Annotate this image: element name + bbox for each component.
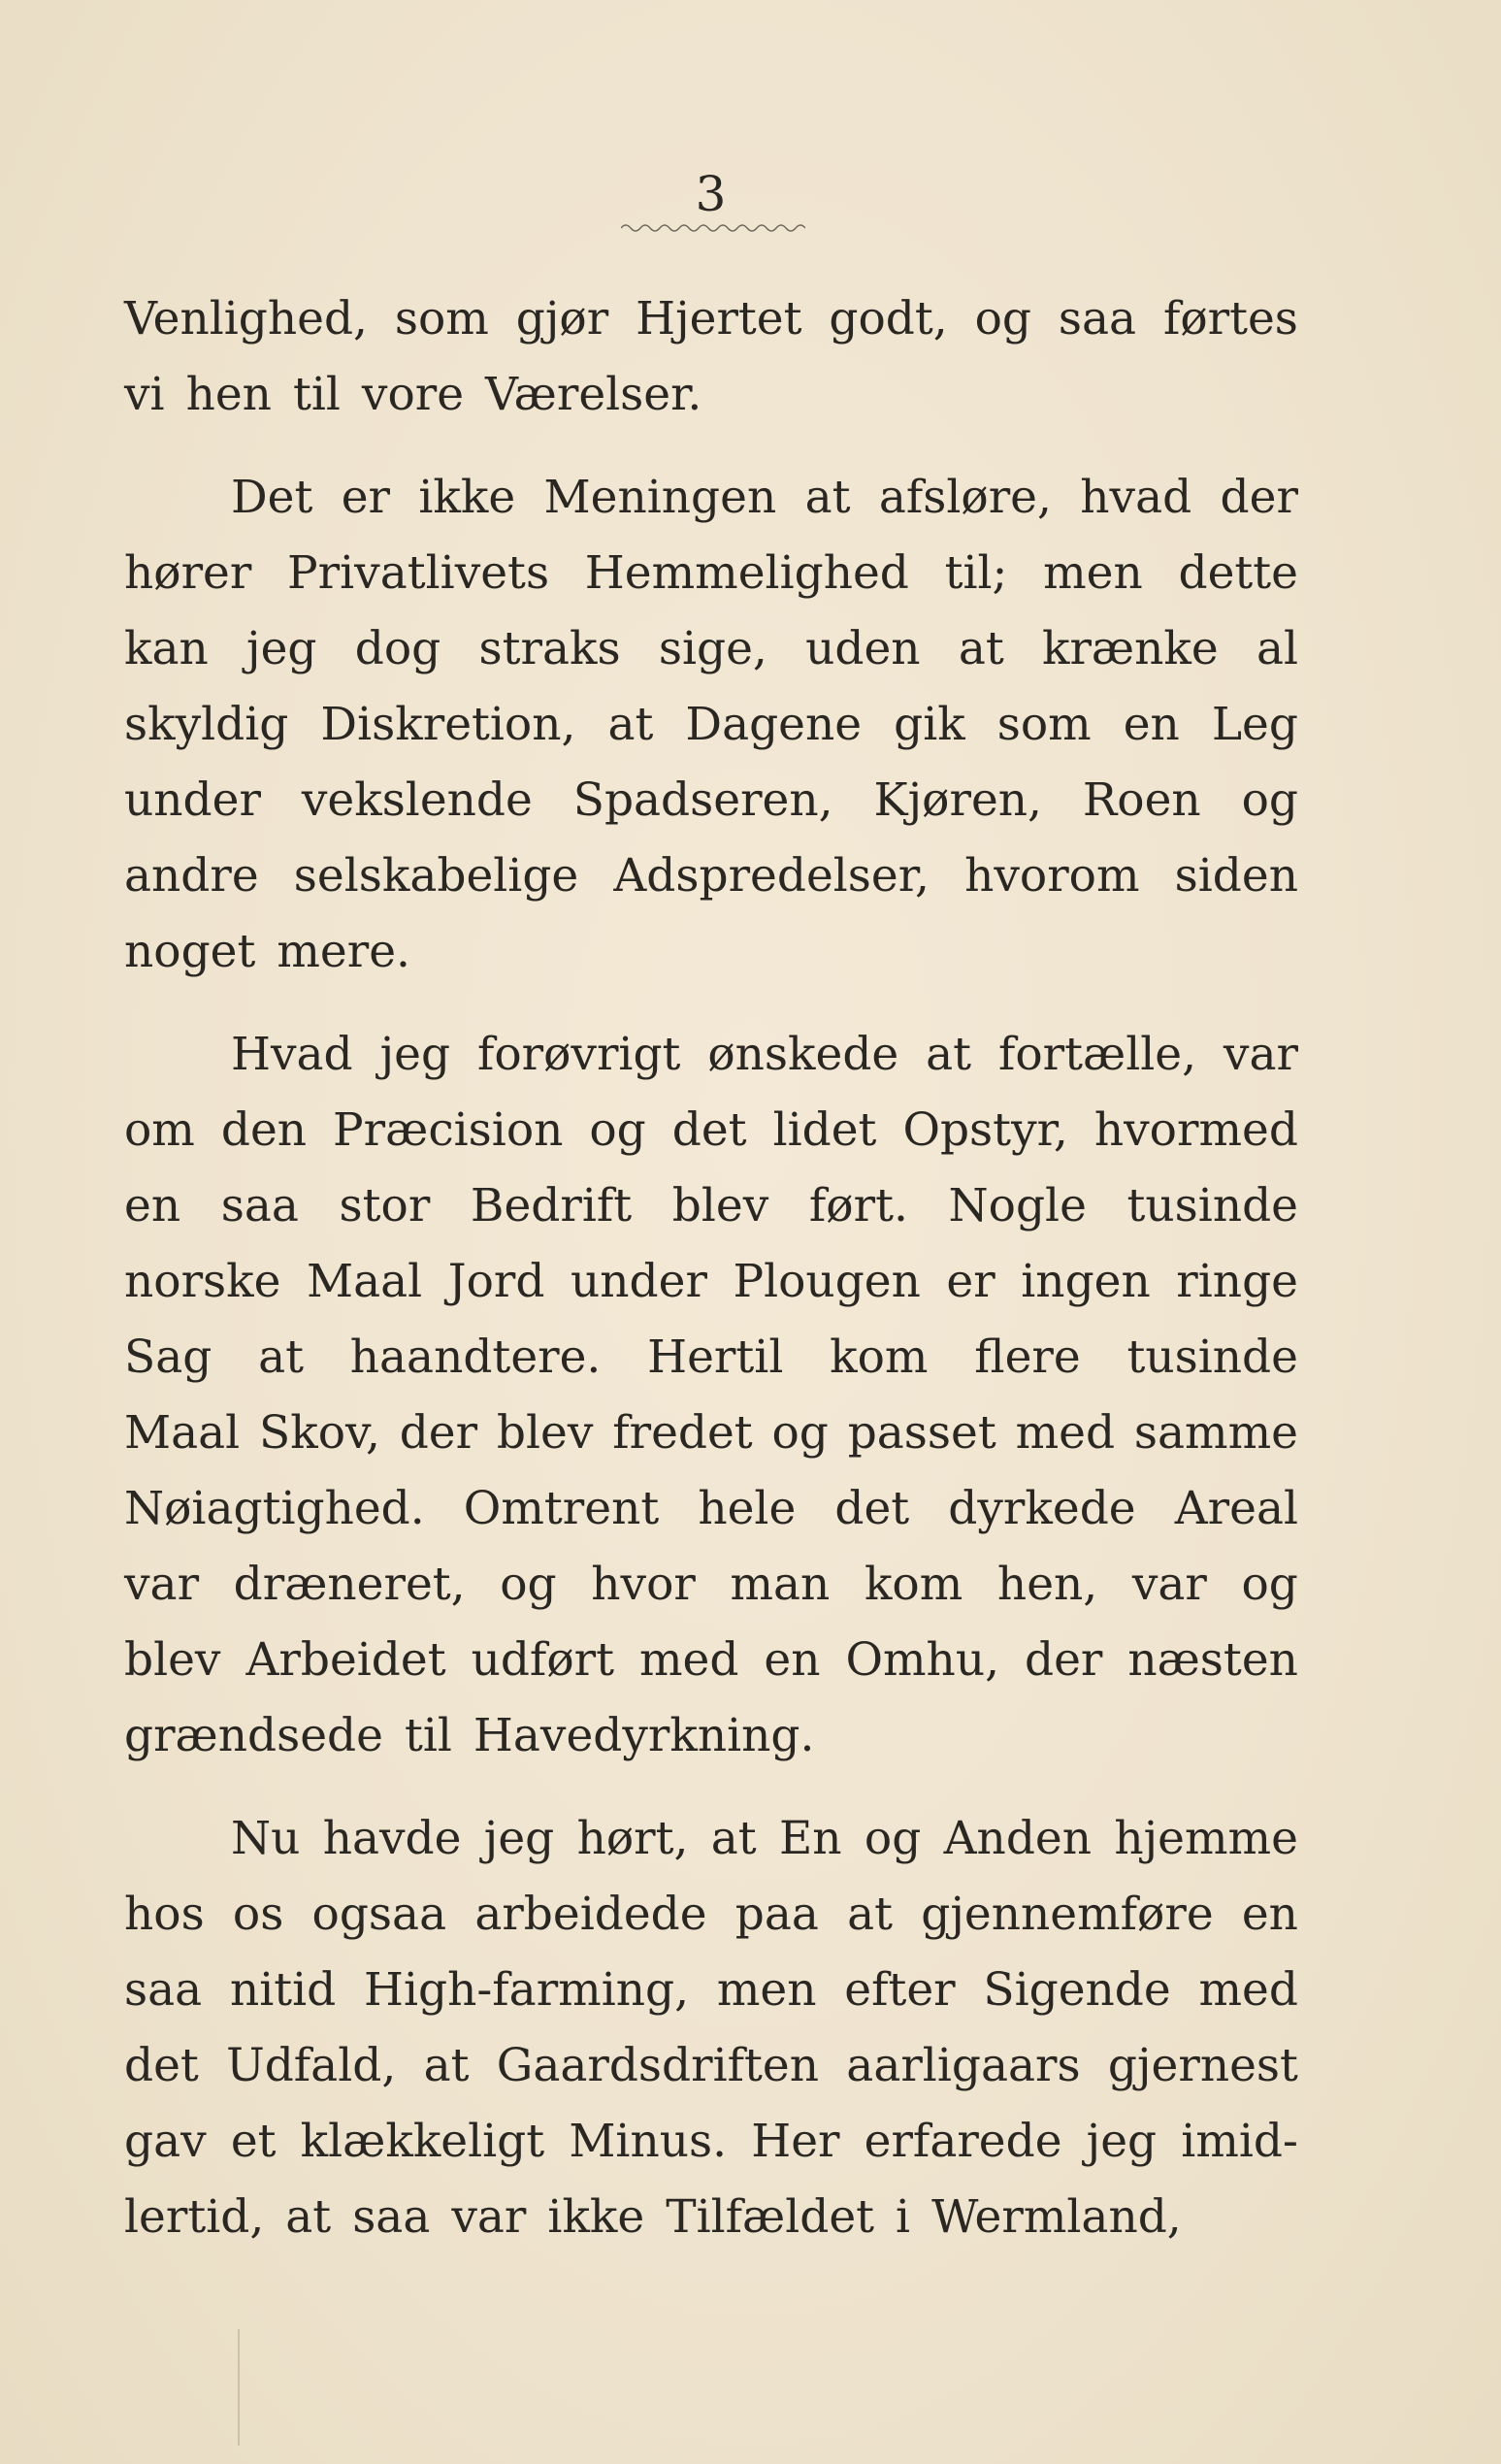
word: ikke [547, 2190, 645, 2244]
word: med [638, 1633, 739, 1687]
word: os [232, 1888, 284, 1941]
word: En [779, 1812, 842, 1865]
word: at [607, 698, 654, 751]
word: med [1198, 1963, 1298, 2017]
word: saa [220, 1179, 299, 1232]
word: ønskede [707, 1028, 899, 1081]
word: kom [830, 1331, 929, 1384]
word: erfarede [864, 2115, 1062, 2168]
word: Hemmelighed [584, 546, 909, 600]
word: krænke [1041, 622, 1219, 675]
word: ikke [418, 471, 516, 524]
word: Hjertet [636, 292, 802, 345]
word: Maal [307, 1255, 423, 1308]
word: blev [671, 1179, 769, 1232]
word: Nogle [948, 1179, 1087, 1232]
word: gjør [515, 292, 609, 345]
word: var [1131, 1558, 1207, 1611]
word: hjemme [1114, 1812, 1298, 1865]
word: en [1241, 1888, 1298, 1941]
word: og [500, 1558, 557, 1611]
word: hele [698, 1482, 797, 1535]
word: en [1123, 698, 1180, 751]
text-line [124, 914, 1298, 990]
word: til [404, 1709, 452, 1762]
word: at [423, 2039, 470, 2092]
word: Omhu, [845, 1633, 1000, 1687]
word: vore [361, 368, 465, 421]
word: saa [124, 1963, 203, 2017]
text-line [124, 1801, 1298, 1877]
word: passet [847, 1406, 996, 1460]
word: siden [1174, 849, 1298, 903]
word: Dagene [685, 698, 863, 751]
word: at [847, 1888, 894, 1941]
word: Hertil [647, 1331, 784, 1384]
word: under [571, 1255, 707, 1308]
word: Hvad [231, 1028, 353, 1081]
word: samme [1133, 1406, 1298, 1460]
word: uden [805, 622, 921, 675]
page-number: 3 [695, 166, 727, 222]
word: og [864, 1812, 922, 1865]
word: selskabelige [293, 849, 579, 903]
text-line [124, 2180, 1298, 2255]
word: at [958, 622, 1004, 675]
word: Kjøren, [873, 773, 1042, 827]
word: og [589, 1103, 646, 1157]
text-line [124, 1093, 1298, 1168]
text-line [124, 1623, 1298, 1698]
wavy-rule-ornament [621, 221, 805, 235]
word: lidet [772, 1103, 877, 1157]
word: Arbeidet [245, 1633, 446, 1687]
word: der [1220, 471, 1298, 524]
word: Gaardsdriften [496, 2039, 819, 2092]
word: vekslende [301, 773, 533, 827]
word: imid- [1181, 2115, 1298, 2168]
word: nitid [229, 1963, 337, 2017]
word: kom [864, 1558, 963, 1611]
word: afsløre, [878, 471, 1052, 524]
word: Nu [231, 1812, 301, 1865]
word: stor [339, 1179, 431, 1232]
word: dyrkede [948, 1482, 1136, 1535]
word: under [124, 773, 261, 827]
text-line [124, 2104, 1298, 2180]
word: Omtrent [463, 1482, 660, 1535]
word: var [1223, 1028, 1298, 1081]
text-line [124, 611, 1298, 687]
word: man [730, 1558, 831, 1611]
word: at [926, 1028, 972, 1081]
word: Maal [124, 1406, 241, 1460]
word: Spadseren, [572, 773, 833, 827]
word: godt, [829, 292, 948, 345]
word: gav [124, 2115, 207, 2168]
word: Meningen [543, 471, 777, 524]
word: vi [124, 368, 165, 421]
word: ingen [1021, 1255, 1151, 1308]
paragraph [124, 460, 1298, 990]
word: gjennemføre [921, 1888, 1214, 1941]
word: blev [124, 1633, 221, 1687]
text-line [124, 1168, 1298, 1244]
word: blev [496, 1406, 594, 1460]
paragraph [124, 281, 1298, 433]
word: var [124, 1558, 200, 1611]
word: Her [751, 2115, 840, 2168]
text-line [124, 460, 1298, 536]
word: aarligaars [846, 2039, 1081, 2092]
word: fredet [612, 1406, 753, 1460]
word: førtes [1162, 292, 1298, 345]
word: Bedrift [470, 1179, 633, 1232]
word: hvor [591, 1558, 696, 1611]
word: havde [322, 1812, 462, 1865]
paper-crease [238, 2329, 257, 2446]
word: Det [231, 471, 313, 524]
word: jeg [246, 622, 317, 675]
word: Havedyrkning. [473, 1709, 815, 1762]
word: er [341, 471, 391, 524]
word: men [1043, 546, 1143, 600]
word: ogsaa [311, 1888, 447, 1941]
word: om [124, 1103, 195, 1157]
word: arbeidede [474, 1888, 707, 1941]
word: den [220, 1103, 308, 1157]
word: paa [734, 1888, 819, 1941]
word: og [974, 292, 1031, 345]
word: Privatlivets [287, 546, 550, 600]
word: tusinde [1126, 1331, 1298, 1384]
text-line [124, 1017, 1298, 1093]
word: hos [124, 1888, 205, 1941]
word: gjernest [1107, 2039, 1298, 2092]
word: er [946, 1255, 995, 1308]
text-line [124, 1320, 1298, 1396]
word: Minus. [569, 2115, 728, 2168]
word: Areal [1174, 1482, 1298, 1535]
word: som [996, 698, 1092, 751]
word: jeg [483, 1812, 555, 1865]
text-line [124, 536, 1298, 611]
word: saa [1058, 292, 1137, 345]
text-line [124, 1547, 1298, 1623]
word: dræneret, [233, 1558, 466, 1611]
word: saa [352, 2190, 431, 2244]
word: jeg [1086, 2115, 1158, 2168]
word: Nøiagtighed. [124, 1482, 425, 1535]
word: at [804, 471, 851, 524]
word: High-farming, [364, 1963, 690, 2017]
word: at [710, 1812, 757, 1865]
word: hen, [996, 1558, 1098, 1611]
word: efter [844, 1963, 956, 2017]
word: kan [124, 622, 209, 675]
text-line [124, 763, 1298, 838]
word: noget [124, 925, 256, 978]
word: ført. [808, 1179, 908, 1232]
word: gik [894, 698, 965, 751]
paragraph [124, 1017, 1298, 1774]
paragraph [124, 1801, 1298, 2255]
word: var [451, 2190, 527, 2244]
word: men [716, 1963, 817, 2017]
word: Wermland, [931, 2190, 1182, 2244]
text-line [124, 1953, 1298, 2028]
word: det [671, 1103, 747, 1157]
word: Værelser. [485, 368, 702, 421]
word: Præcision [333, 1103, 564, 1157]
word: skyldig [124, 698, 289, 751]
word: at [258, 1331, 304, 1384]
word: Diskretion, [320, 698, 576, 751]
word: og [1241, 1558, 1298, 1611]
word: Opstyr, [902, 1103, 1068, 1157]
word: Adspredelser, [613, 849, 930, 903]
word: grændsede [124, 1709, 383, 1762]
word: hvorom [964, 849, 1140, 903]
text-line [124, 1698, 1298, 1774]
word: der [1025, 1633, 1103, 1687]
text-line [124, 2028, 1298, 2104]
word: og [1241, 773, 1298, 827]
word: hvad [1080, 471, 1192, 524]
body-text [124, 281, 1298, 2255]
word: næsten [1127, 1633, 1298, 1687]
word: Anden [943, 1812, 1092, 1865]
word: hvormed [1093, 1103, 1298, 1157]
word: flere [974, 1331, 1081, 1384]
text-line [124, 838, 1298, 914]
word: i [896, 2190, 911, 2244]
word: som [394, 292, 489, 345]
word: andre [124, 849, 259, 903]
word: dog [354, 622, 441, 675]
word: dette [1178, 546, 1298, 600]
word: hen [185, 368, 272, 421]
word: at [285, 2190, 332, 2244]
word: jeg [379, 1028, 451, 1081]
word: klækkeligt [300, 2115, 545, 2168]
word: Plougen [733, 1255, 921, 1308]
word: Skov, [259, 1406, 380, 1460]
word: lertid, [124, 2190, 265, 2244]
word: der [399, 1406, 478, 1460]
word: Sigende [983, 1963, 1171, 2017]
text-line [124, 1471, 1298, 1547]
word: en [124, 1179, 181, 1232]
text-line [124, 1396, 1298, 1471]
word: det [834, 1482, 910, 1535]
word: haandtere. [349, 1331, 602, 1384]
word: al [1256, 622, 1298, 675]
word: straks [478, 622, 621, 675]
word: norske [124, 1255, 281, 1308]
word: udført [471, 1633, 614, 1687]
text-line [124, 281, 1298, 357]
word: hørt, [576, 1812, 689, 1865]
word: og [771, 1406, 829, 1460]
word: ringe [1176, 1255, 1298, 1308]
word: til [292, 368, 341, 421]
word: Venlighed, [124, 292, 368, 345]
word: det [124, 2039, 199, 2092]
word: Sag [124, 1331, 212, 1384]
word: til; [944, 546, 1008, 600]
word: mere. [277, 925, 410, 978]
word: med [1015, 1406, 1116, 1460]
word: fortælle, [997, 1028, 1197, 1081]
word: tusinde [1126, 1179, 1298, 1232]
word: Roen [1082, 773, 1201, 827]
text-line [124, 687, 1298, 763]
word: Udfald, [226, 2039, 397, 2092]
text-line [124, 1244, 1298, 1320]
word: Leg [1211, 698, 1298, 751]
word: et [230, 2115, 277, 2168]
word: Jord [447, 1255, 545, 1308]
word: sige, [658, 622, 767, 675]
text-line [124, 1877, 1298, 1953]
text-line [124, 357, 1298, 433]
word: hører [124, 546, 252, 600]
word: forøvrigt [476, 1028, 681, 1081]
word: en [764, 1633, 821, 1687]
word: Tilfældet [666, 2190, 875, 2244]
